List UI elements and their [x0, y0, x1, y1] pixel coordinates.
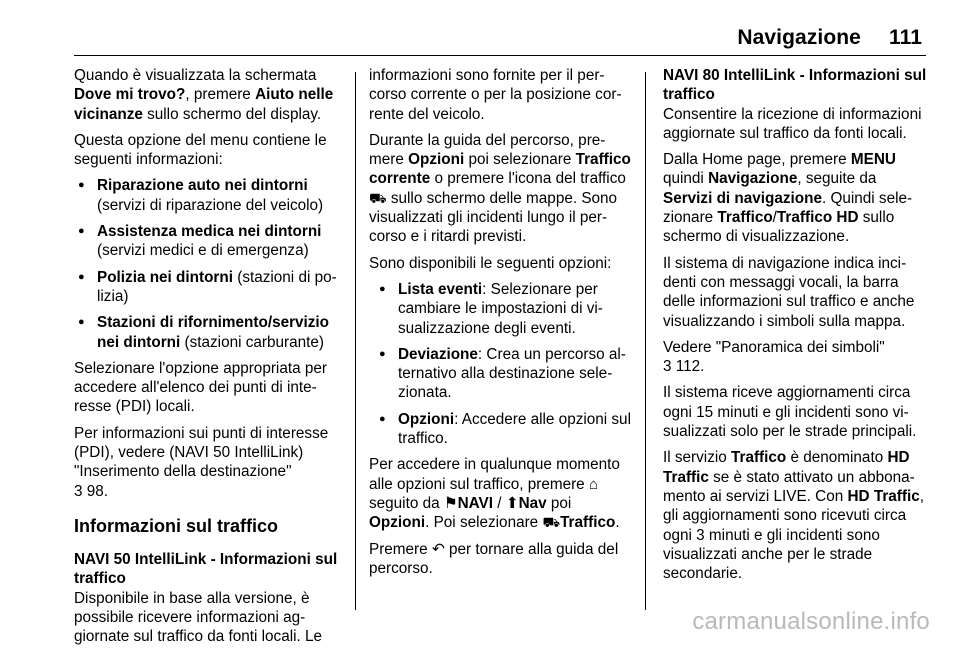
- nav-arrow-icon: ⬆: [505, 494, 519, 512]
- list-item: ● Lista eventi: Selezionare per cambiare le impostazioni di visualizzazione degli eventi.: [369, 280, 634, 338]
- page-number: 111: [888, 26, 922, 49]
- paragraph: Il sistema riceve aggiornamenti circa ogni 15 minuti e gli incidenti sono visualizzati solo per le strade principali.: [663, 384, 917, 441]
- paragraph: Per informazioni sui punti di interesse (PDI), vedere (NAVI 50 IntelliLink) "Inserimento della destinazione" 3 98.: [74, 424, 329, 500]
- list-item: ● Polizia nei dintorni (stazioni di polizia): [74, 268, 342, 307]
- traffic-icon: ⛟: [542, 514, 561, 531]
- list-item: ● Riparazione auto nei dintorni (servizi di riparazione del veicolo): [74, 176, 342, 215]
- back-icon: ↶: [431, 540, 445, 558]
- flag-icon: ⚑: [443, 494, 458, 512]
- paragraph: Quando è visualizzata la schermata Dove mi trovo?, premere Aiuto nelle vicinanze sullo schermo del display.: [74, 67, 334, 123]
- paragraph: informazioni sono fornite per il percorso corrente o per la posizione corrente del veicolo.: [369, 67, 622, 123]
- paragraph: Dalla Home page, premere MENU quindi Navigazione, seguite da Servizi di navigazione. Quindi selezionare Traffico/Traffico HD sullo schermo di visualizzazione.: [663, 151, 913, 246]
- traffic-icon: ⛟: [369, 189, 387, 206]
- paragraph: Vedere "Panoramica dei simboli" 3 112.: [663, 338, 885, 376]
- column-2: [369, 66, 634, 585]
- list-item: ● Stazioni di rifornimento/servizio nei dintorni (stazioni carburante): [74, 313, 342, 352]
- paragraph: Premere ↶ per tornare alla guida del percorso.: [369, 540, 619, 577]
- paragraph: Il servizio Traffico è denominato HD Traffic se è stato attivato un abbonamento ai servizi LIVE. Con HD Traffic, gli aggiornamenti sono ricevuti circa ogni 3 minuti e gli incidenti sono visualizzati anche per le strade secondarie.: [663, 449, 924, 583]
- page-reference-link[interactable]: 112.: [675, 358, 705, 376]
- paragraph: Sono disponibili le seguenti opzioni:: [369, 254, 612, 272]
- page-header: [737, 26, 922, 50]
- subheading: NAVI 80 IntelliLink - Informazioni sul traffico: [663, 67, 927, 104]
- paragraph: Selezionare l'opzione appropriata per accedere all'elenco dei punti di interesse (PDI) locali.: [74, 359, 327, 416]
- header-rule: [74, 55, 926, 56]
- header-title: Navigazione: [737, 26, 861, 49]
- list-item: ● Assistenza medica nei dintorni (servizi medici e di emergenza): [74, 222, 342, 261]
- page-reference-link[interactable]: 98.: [86, 482, 109, 500]
- reference-icon: 3: [74, 482, 83, 500]
- list-item: ● Deviazione: Crea un percorso alternativo alla destinazione selezionata.: [369, 345, 634, 403]
- subheading: NAVI 50 IntelliLink - Informazioni sul traffico: [74, 550, 338, 588]
- paragraph: Per accedere in qualunque momento alle opzioni sul traffico, premere ⌂ seguito da ⚑NAVI / ⬆Nav poi Opzioni. Poi selezionare ⛟Traffico.: [369, 456, 620, 532]
- column-divider-1: [355, 72, 356, 610]
- paragraph: Il sistema di navigazione indica incidenti con messaggi vocali, la barra delle informazioni sul traffico e anche visualizzando i simboli sulla mappa.: [663, 254, 915, 330]
- paragraph: Questa opzione del menu contiene le seguenti informazioni:: [74, 131, 327, 169]
- paragraph: Durante la guida del percorso, premere Opzioni poi selezionare Traffico corrente o premere l'icona del traffico ⛟ sullo schermo delle mappe. Sono visualizzati gli incidenti lungo il percorso e i ritardi previsti.: [369, 131, 631, 246]
- paragraph: Disponibile in base alla versione, è possibile ricevere informazioni aggiornate sul traffico da fonti locali. Le: [74, 589, 323, 646]
- reference-icon: 3: [663, 358, 672, 376]
- paragraph: Consentire la ricezione di informazioni aggiornate sul traffico da fonti locali.: [663, 105, 922, 142]
- column-divider-2: [645, 72, 646, 610]
- column-1: [74, 66, 342, 653]
- section-heading: Informazioni sul traffico: [74, 515, 279, 536]
- list-item: ● Opzioni: Accedere alle opzioni sul traffico.: [369, 410, 634, 449]
- watermark: carmanualsonline.info: [692, 608, 930, 635]
- home-icon: ⌂: [588, 475, 599, 493]
- column-3: [663, 66, 928, 590]
